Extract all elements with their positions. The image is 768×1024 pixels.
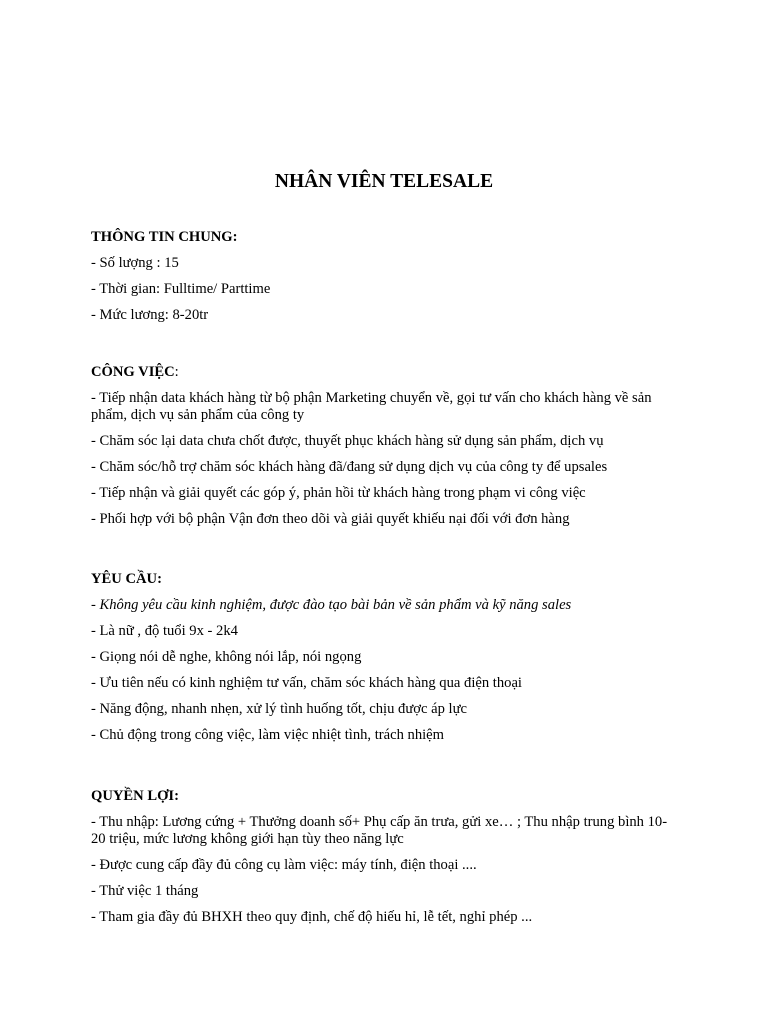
benefits-line: - Được cung cấp đầy đủ công cụ làm việc: máy tính, điện thoại .... — [91, 857, 477, 873]
section-requirements — [91, 570, 681, 753]
section-general-info — [91, 228, 681, 333]
requirements-line: - Năng động, nhanh nhẹn, xử lý tình huống tốt, chịu được áp lực — [91, 701, 467, 717]
duties-line: - Phối hợp với bộ phận Vận đơn theo dõi và giải quyết khiếu nại đối với đơn hàng — [91, 511, 570, 527]
benefits-line: - Thu nhập: Lương cứng + Thưởng doanh số+ Phụ cấp ăn trưa, gửi xe… ; Thu nhập trung bình 10- 20 triệu, mức lương không giới hạn tùy theo năng lực — [91, 814, 668, 847]
duties-line: - Chăm sóc/hỗ trợ chăm sóc khách hàng đã/đang sử dụng dịch vụ của công ty để upsales — [91, 459, 608, 475]
duties-heading-text: CÔNG VIỆC — [91, 364, 175, 380]
general-line-quantity: - Số lượng : 15 — [91, 255, 179, 271]
section-benefits — [91, 787, 681, 935]
section-heading-general-info: THÔNG TIN CHUNG: — [91, 229, 238, 245]
general-line-schedule: - Thời gian: Fulltime/ Parttime — [91, 281, 271, 297]
requirements-line: - Không yêu cầu kinh nghiệm, được đào tạo bài bản về sản phẩm và kỹ năng sales — [91, 597, 572, 613]
duties-heading-colon: : — [174, 364, 179, 380]
section-heading-benefits: QUYỀN LỢI: — [91, 788, 179, 804]
requirements-line: - Chủ động trong công việc, làm việc nhiệt tình, trách nhiệm — [91, 727, 445, 743]
duties-line: - Chăm sóc lại data chưa chốt được, thuyết phục khách hàng sử dụng sản phẩm, dịch vụ — [91, 433, 604, 449]
requirements-line: - Giọng nói dễ nghe, không nói lắp, nói ngọng — [91, 649, 362, 665]
duties-line: - Tiếp nhận data khách hàng từ bộ phận Marketing chuyển về, gọi tư vấn cho khách hàng về sản phẩm, dịch vụ sản phẩm của công ty — [91, 390, 652, 423]
benefits-line: - Tham gia đầy đủ BHXH theo quy định, chế độ hiếu hỉ, lễ tết, nghỉ phép ... — [91, 909, 533, 925]
requirements-line: - Là nữ , độ tuổi 9x - 2k4 — [91, 623, 238, 639]
section-heading-requirements: YÊU CẦU: — [91, 571, 162, 587]
section-duties — [91, 363, 681, 537]
requirements-line: - Ưu tiên nếu có kinh nghiệm tư vấn, chăm sóc khách hàng qua điện thoại — [91, 675, 522, 691]
benefits-line: - Thử việc 1 tháng — [91, 883, 199, 899]
document-title: NHÂN VIÊN TELESALE — [274, 171, 494, 192]
section-heading-duties — [91, 363, 681, 381]
duties-line: - Tiếp nhận và giải quyết các góp ý, phản hồi từ khách hàng trong phạm vi công việc — [91, 485, 586, 501]
general-line-salary: - Mức lương: 8-20tr — [91, 307, 209, 323]
